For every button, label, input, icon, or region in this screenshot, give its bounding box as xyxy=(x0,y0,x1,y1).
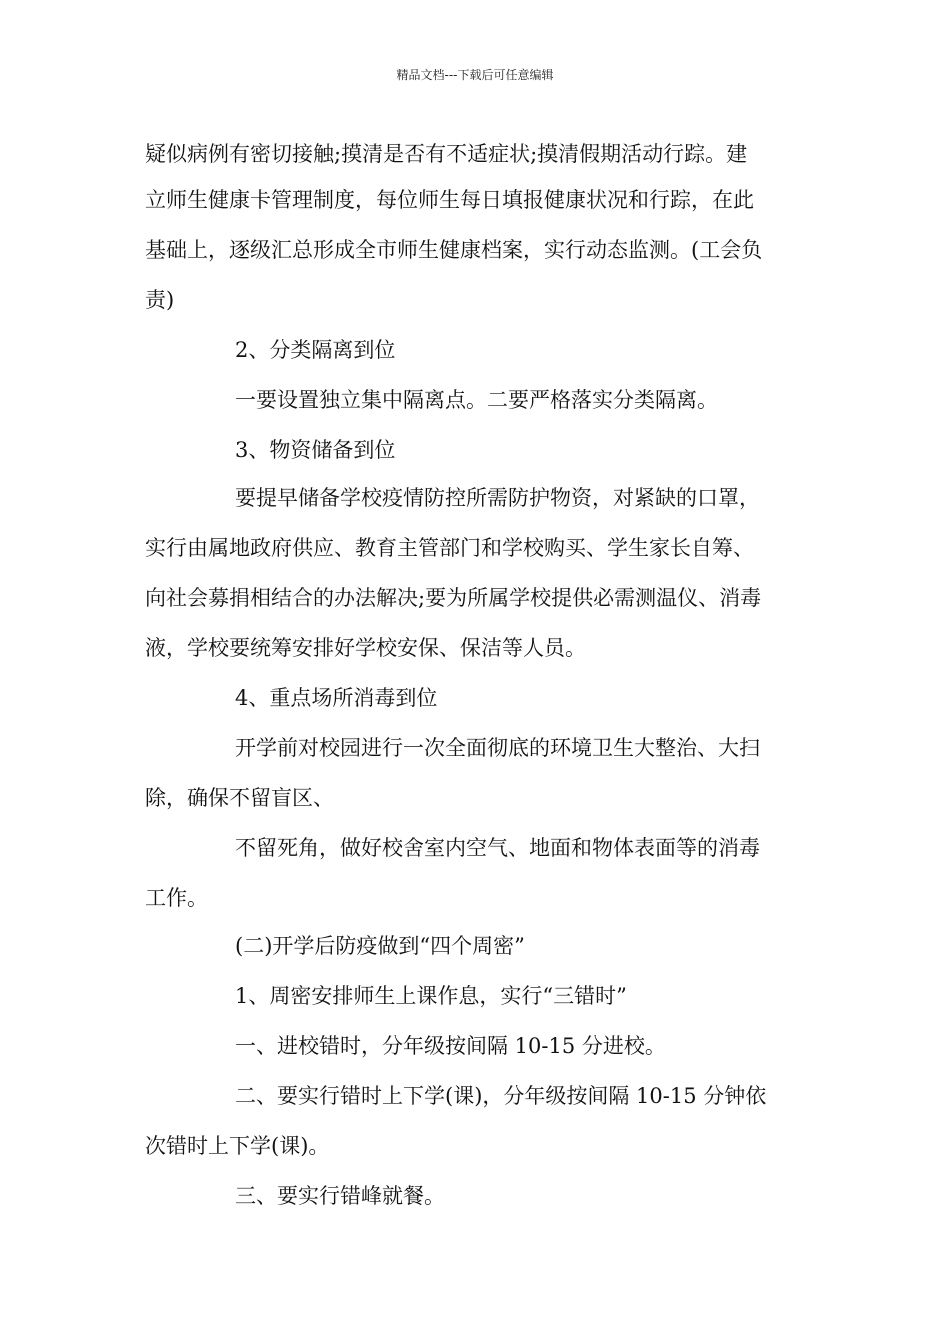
text-line: 次错时上下学(课)。 xyxy=(145,1134,330,1158)
text-line: 工作。 xyxy=(145,886,208,910)
text-line: 基础上，逐级汇总形成全市师生健康档案，实行动态监测。(工会负 xyxy=(145,238,763,262)
text-line: 三、要实行错峰就餐。 xyxy=(235,1184,445,1208)
text-line: 向社会募捐相结合的办法解决;要为所属学校提供必需测温仪、消毒 xyxy=(145,586,762,610)
text-line: 实行由属地政府供应、教育主管部门和学校购买、学生家长自筹、 xyxy=(145,536,754,560)
section-heading: 2、分类隔离到位 xyxy=(235,338,396,362)
section-heading: 1、周密安排师生上课作息，实行“三错时” xyxy=(235,984,627,1008)
text-line: 要提早储备学校疫情防控所需防护物资，对紧缺的口罩， xyxy=(235,486,760,510)
text-line: 一、进校错时，分年级按间隔 10-15 分进校。 xyxy=(235,1034,666,1058)
text-line: 液，学校要统筹安排好学校安保、保洁等人员。 xyxy=(145,636,586,660)
text-line: 一要设置独立集中隔离点。二要严格落实分类隔离。 xyxy=(235,388,718,412)
section-heading: (二)开学后防疫做到“四个周密” xyxy=(235,934,525,958)
text-line: 责) xyxy=(145,288,175,312)
page-header: 精品文档---下载后可任意编辑 xyxy=(396,68,554,82)
text-line: 二、要实行错时上下学(课)，分年级按间隔 10-15 分钟依 xyxy=(235,1084,767,1108)
section-heading: 3、物资储备到位 xyxy=(235,438,396,462)
text-line: 开学前对校园进行一次全面彻底的环境卫生大整治、大扫 xyxy=(235,736,760,760)
text-line: 立师生健康卡管理制度，每位师生每日填报健康状况和行踪，在此 xyxy=(145,188,754,212)
text-line: 疑似病例有密切接触;摸清是否有不适症状;摸清假期活动行踪。建 xyxy=(145,142,748,166)
text-line: 除，确保不留盲区、 xyxy=(145,786,334,810)
section-heading: 4、重点场所消毒到位 xyxy=(235,686,438,710)
text-line: 不留死角，做好校舍室内空气、地面和物体表面等的消毒 xyxy=(235,836,760,860)
